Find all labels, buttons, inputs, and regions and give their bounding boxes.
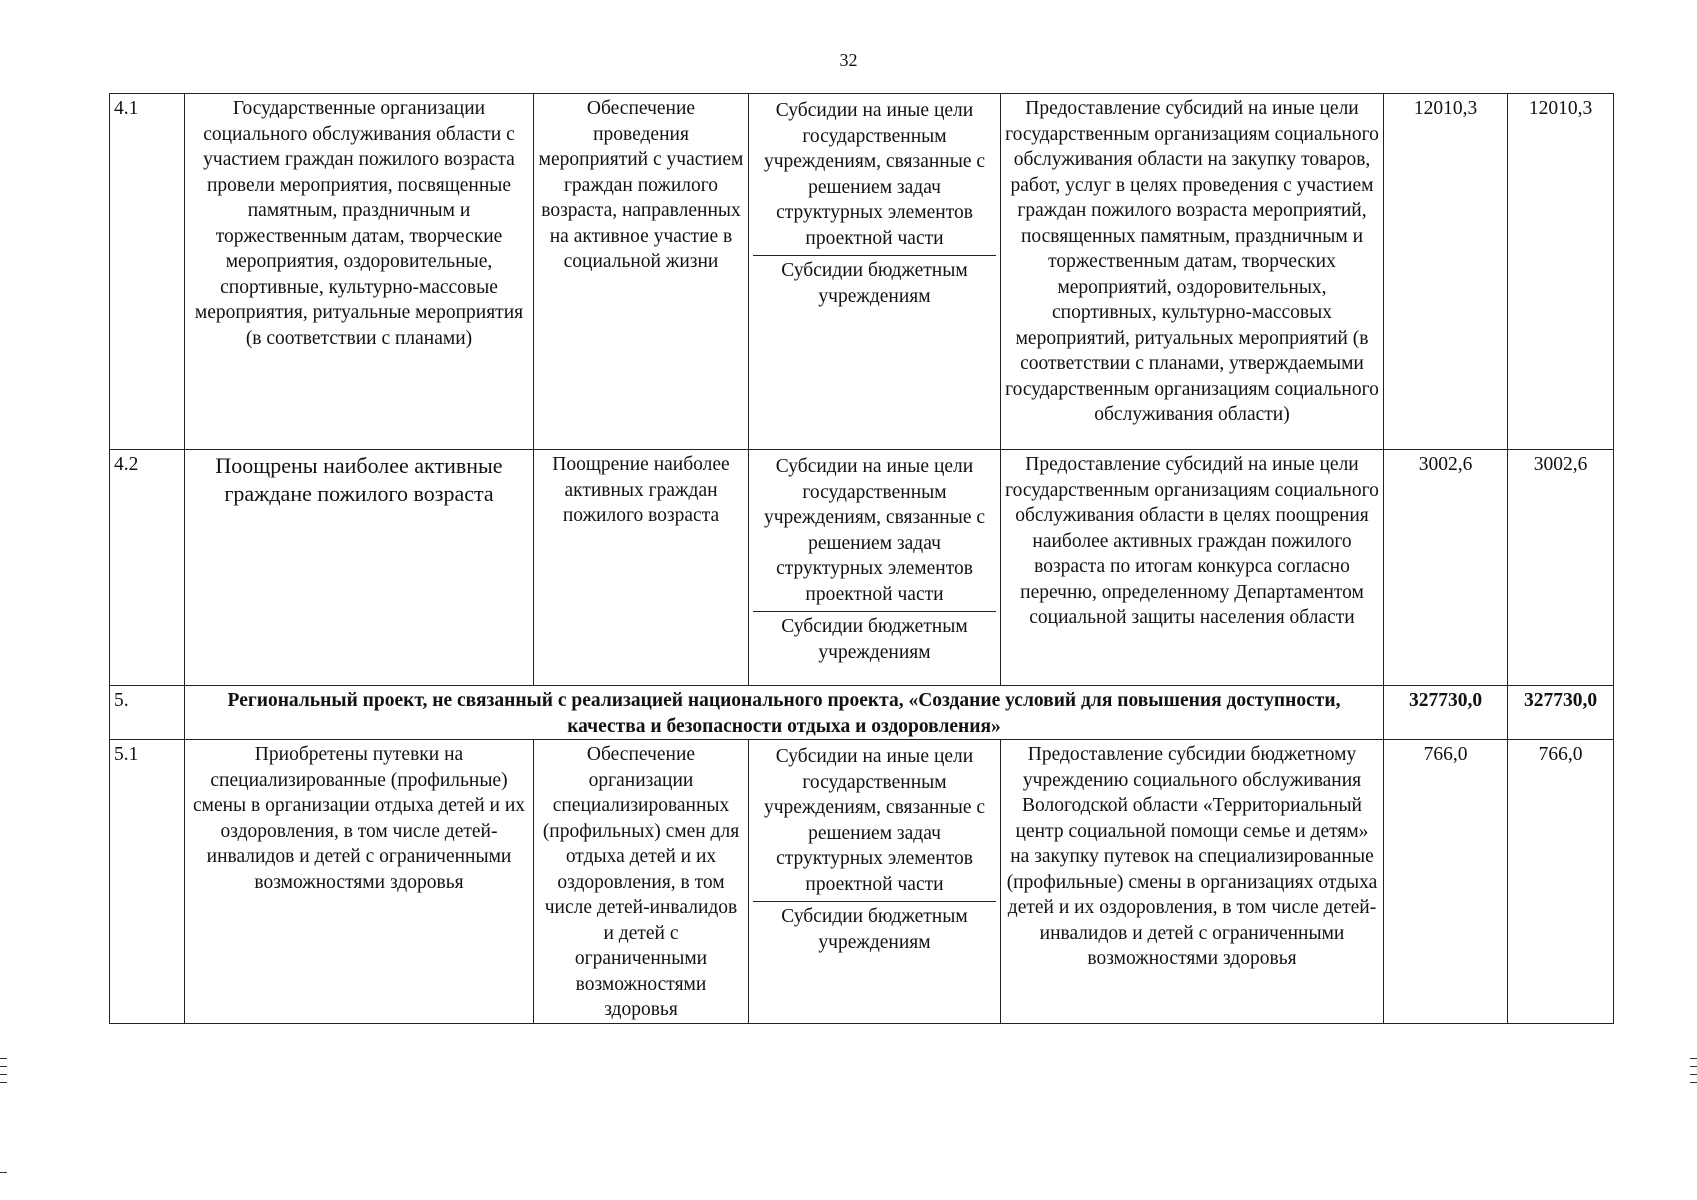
type-bottom: Субсидии бюджетным учреждениям xyxy=(781,260,968,307)
description-cell: Предоставление субсидий на иные цели государственным организациям социального обслуживания области на закупку товаров, работ, услуг в целях проведения с участием граждан пожилого возраста мероприятий, посвященных памятным, праздничным и торжественным датам, творческих мероприятий, оздоровительных, спортивных, культурно-массовых мероприятий, ритуальных мероприятий (в соответствии с планами, утверждаемыми государственным организациям социального обслуживания области) xyxy=(1001,94,1384,450)
section-title: Региональный проект, не связанный с реализацией национального проекта, «Создание условий для повышения доступности, качества и безопасности отдыха и оздоровления» xyxy=(185,686,1384,740)
value-cell-2: 766,0 xyxy=(1508,740,1614,1024)
measure-cell: Обеспечение организации специализированных (профильных) смен для отдыха детей и их оздоровления, в том числе детей-инвалидов и детей с ограниченными возможностями здоровья xyxy=(534,740,749,1024)
result-cell: Государственные организации социального обслуживания области с участием граждан пожилого возраста провели мероприятия, посвященные памятным, праздничным и торжественным датам, творческие мероприятия, оздоровительные, спортивные, культурно-массовые мероприятия, ритуальные мероприятия (в соответствии с планами) xyxy=(185,94,534,450)
type-cell xyxy=(749,450,1001,686)
value-cell-1: 766,0 xyxy=(1384,740,1508,1024)
row-number: 4.1 xyxy=(110,94,185,450)
table-row-5-1 xyxy=(110,740,1614,1024)
table-row-4-1 xyxy=(110,94,1614,450)
scan-mark xyxy=(1690,1058,1697,1059)
value-cell-2: 3002,6 xyxy=(1508,450,1614,686)
scan-mark xyxy=(0,1058,7,1059)
scan-mark xyxy=(0,1074,7,1075)
scan-mark xyxy=(0,1066,7,1067)
type-cell xyxy=(749,740,1001,1024)
measure-cell: Поощрение наиболее активных граждан пожилого возраста xyxy=(534,450,749,686)
value-cell-2: 327730,0 xyxy=(1508,686,1614,740)
type-top: Субсидии на иные цели государственным учреждениям, связанные с решением задач структурных элементов проектной части xyxy=(753,96,996,256)
type-top: Субсидии на иные цели государственным учреждениям, связанные с решением задач структурных элементов проектной части xyxy=(753,452,996,612)
scan-mark xyxy=(1690,1066,1697,1067)
type-top: Субсидии на иные цели государственным учреждениям, связанные с решением задач структурных элементов проектной части xyxy=(753,742,996,902)
scan-mark xyxy=(1690,1074,1697,1075)
page-number: 32 xyxy=(839,50,858,70)
type-bottom: Субсидии бюджетным учреждениям xyxy=(781,906,968,953)
row-number: 5. xyxy=(110,686,185,740)
row-number: 5.1 xyxy=(110,740,185,1024)
row-number: 4.2 xyxy=(110,450,185,686)
table-row-5 xyxy=(110,686,1614,740)
scan-mark xyxy=(1690,1082,1697,1083)
measure-cell: Обеспечение проведения мероприятий с участием граждан пожилого возраста, направленных на активное участие в социальной жизни xyxy=(534,94,749,450)
value-cell-2: 12010,3 xyxy=(1508,94,1614,450)
table-row-4-2 xyxy=(110,450,1614,686)
result-cell: Приобретены путевки на специализированные (профильные) смены в организации отдыха детей и их оздоровления, в том числе детей-инвалидов и детей с ограниченными возможностями здоровья xyxy=(185,740,534,1024)
type-cell xyxy=(749,94,1001,450)
scan-mark xyxy=(0,1172,7,1173)
value-cell-1: 3002,6 xyxy=(1384,450,1508,686)
value-cell-1: 12010,3 xyxy=(1384,94,1508,450)
type-bottom: Субсидии бюджетным учреждениям xyxy=(781,616,968,663)
description-cell: Предоставление субсидий на иные цели государственным организациям социального обслуживания области в целях поощрения наиболее активных граждан пожилого возраста по итогам конкурса согласно перечню, определенному Департаментом социальной защиты населения области xyxy=(1001,450,1384,686)
scan-mark xyxy=(0,1082,7,1083)
description-cell: Предоставление субсидии бюджетному учреждению социального обслуживания Вологодской области «Территориальный центр социальной помощи семье и детям» на закупку путевок на специализированные (профильные) смены в организациях отдыха детей и их оздоровления, в том числе детей-инвалидов и детей с ограниченными возможностями здоровья xyxy=(1001,740,1384,1024)
value-cell-1: 327730,0 xyxy=(1384,686,1508,740)
measures-table xyxy=(109,93,1614,1024)
result-cell: Поощрены наиболее активные граждане пожилого возраста xyxy=(185,450,534,686)
